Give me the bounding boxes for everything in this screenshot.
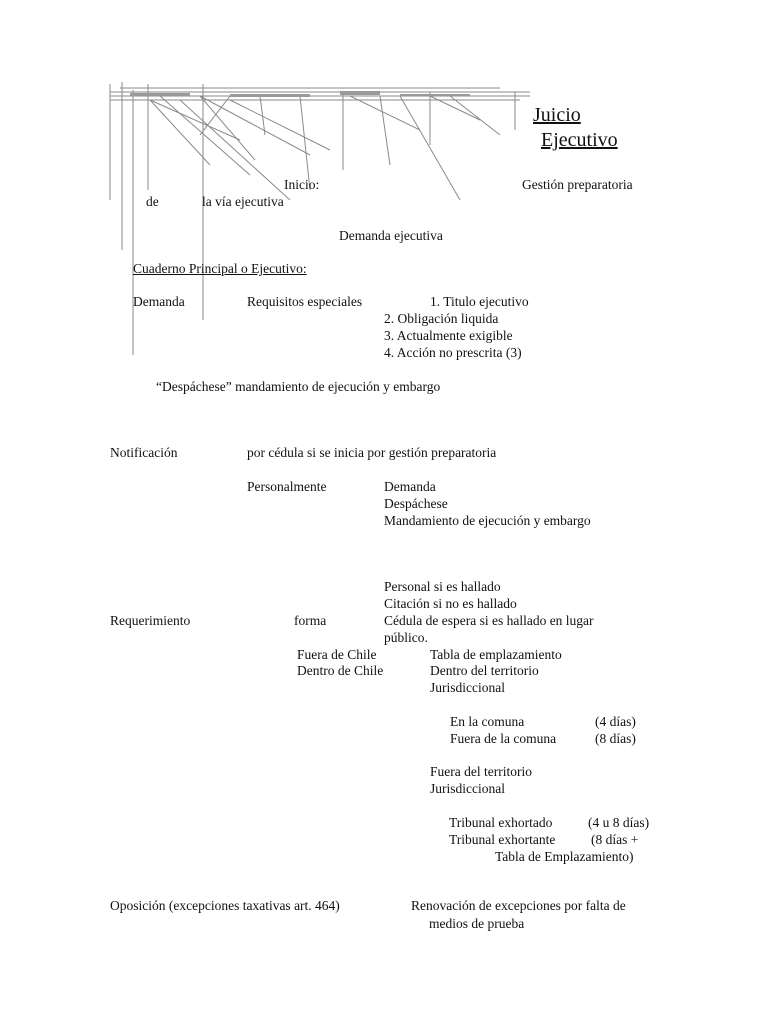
dentro-de-chile: Dentro de Chile — [297, 663, 384, 678]
requisito-item: 1. Titulo ejecutivo — [430, 294, 529, 309]
renovacion-excepciones-cont: medios de prueba — [429, 916, 525, 931]
inicio-option-2: Demanda ejecutiva — [339, 228, 443, 243]
jurisdiccional-1: Jurisdiccional — [430, 680, 505, 695]
cuaderno-heading: Cuaderno Principal o Ejecutivo: — [133, 261, 307, 276]
fuera-de-chile: Fuera de Chile — [297, 647, 377, 662]
en-la-comuna: En la comuna — [450, 714, 525, 729]
requerimiento-forma: forma — [294, 613, 327, 628]
notificacion-personalmente: Personalmente — [247, 479, 327, 494]
notificacion-label: Notificación — [110, 445, 178, 460]
inicio-label: Inicio: — [284, 177, 320, 192]
broken-connector-lines — [0, 0, 768, 360]
jurisdiccional-2: Jurisdiccional — [430, 781, 505, 796]
notificacion-item: Mandamiento de ejecución y embargo — [384, 513, 591, 528]
tribunal-exhortante-dias: (8 días + — [591, 832, 639, 847]
tabla-emplazamiento: Tabla de emplazamiento — [430, 647, 562, 662]
notificacion-cedula: por cédula si se inicia por gestión preparatoria — [247, 445, 497, 460]
fuera-de-la-comuna-dias: (8 días) — [595, 731, 636, 746]
inicio-option-1: Gestión preparatoria — [522, 177, 633, 192]
cuaderno-demanda: Demanda — [133, 294, 185, 309]
notificacion-item: Demanda — [384, 479, 436, 494]
requisito-item: 3. Actualmente exigible — [384, 328, 513, 343]
en-la-comuna-dias: (4 días) — [595, 714, 636, 729]
title-line-1: Juicio — [533, 104, 581, 126]
requisito-item: 4. Acción no prescrita (3) — [384, 345, 522, 360]
fuera-de-la-comuna: Fuera de la comuna — [450, 731, 557, 746]
tribunal-exhortado: Tribunal exhortado — [449, 815, 553, 830]
oposicion-label: Oposición (excepciones taxativas art. 464) — [110, 898, 340, 913]
requerimiento-label: Requerimiento — [110, 613, 191, 628]
forma-item: Cédula de espera si es hallado en lugar — [384, 613, 594, 628]
forma-item: Citación si no es hallado — [384, 596, 517, 611]
inicio-option-1-cont-b: la vía ejecutiva — [202, 194, 284, 209]
inicio-option-1-cont-a: de — [146, 194, 159, 209]
forma-item: Personal si es hallado — [384, 579, 501, 594]
renovacion-excepciones: Renovación de excepciones por falta de — [411, 898, 626, 913]
dentro-territorio: Dentro del territorio — [430, 663, 539, 678]
forma-item: público. — [384, 630, 428, 645]
notificacion-item: Despáchese — [384, 496, 448, 511]
requisito-item: 2. Obligación liquida — [384, 311, 499, 326]
cuaderno-requisitos: Requisitos especiales — [247, 294, 363, 309]
fuera-territorio: Fuera del territorio — [430, 764, 532, 779]
tribunal-exhortante: Tribunal exhortante — [449, 832, 556, 847]
tribunal-exhortante-cont: Tabla de Emplazamiento) — [495, 849, 634, 864]
tribunal-exhortado-dias: (4 u 8 días) — [588, 815, 650, 830]
despachese-line: “Despáchese” mandamiento de ejecución y embargo — [156, 379, 441, 394]
title-line-2: Ejecutivo — [541, 129, 618, 151]
